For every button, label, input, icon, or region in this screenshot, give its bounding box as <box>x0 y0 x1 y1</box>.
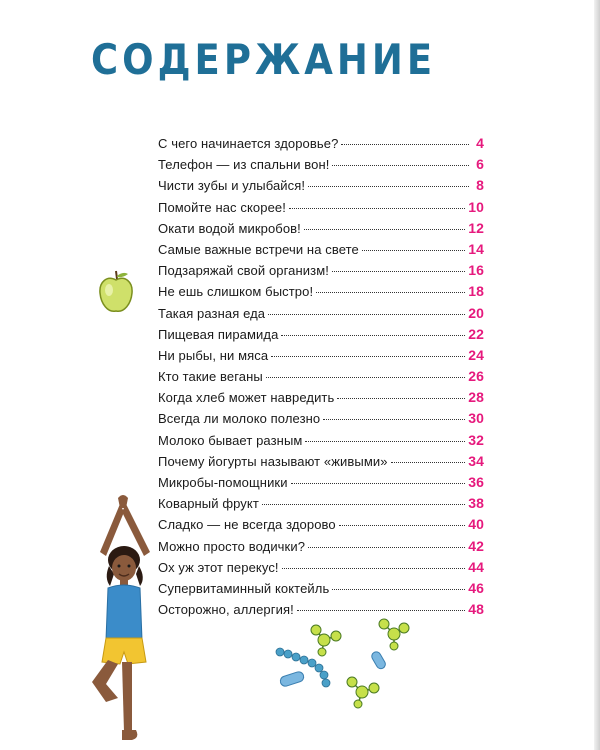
toc-entry[interactable] <box>158 305 484 326</box>
toc-page-number: 30 <box>468 410 484 427</box>
toc-entry[interactable] <box>158 538 484 559</box>
toc-entry-title: Осторожно, аллергия! <box>158 602 294 618</box>
toc-entry[interactable] <box>158 389 484 410</box>
apple-illustration <box>96 268 136 316</box>
leader-dots <box>316 292 465 293</box>
toc-entry[interactable] <box>158 453 484 474</box>
toc-page-number: 46 <box>468 579 484 596</box>
toc-page-number: 28 <box>468 389 484 406</box>
toc-entry-title: Почему йогурты называют «живыми» <box>158 453 388 469</box>
toc-entry[interactable] <box>158 432 484 453</box>
leader-dots <box>332 165 469 166</box>
toc-entry-title: Кто такие веганы <box>158 369 263 385</box>
toc-entry[interactable] <box>158 241 484 262</box>
toc-entry[interactable] <box>158 495 484 516</box>
toc-entry-title: Не ешь слишком быстро! <box>158 284 314 300</box>
leader-dots <box>337 398 465 399</box>
toc-entry-title: Когда хлеб может навредить <box>158 390 335 406</box>
leader-dots <box>341 144 469 145</box>
toc-page-number: 6 <box>476 156 484 173</box>
toc-entry[interactable] <box>158 177 484 198</box>
toc-entry[interactable] <box>158 580 484 601</box>
toc-page-number: 38 <box>468 495 484 512</box>
microbes-illustration <box>270 610 430 716</box>
toc-entry[interactable] <box>158 347 484 368</box>
leader-dots <box>308 547 465 548</box>
toc-page-number: 22 <box>468 325 484 342</box>
leader-dots <box>291 483 466 484</box>
toc-entry-title: Телефон — из спальни вон! <box>158 157 330 173</box>
leader-dots <box>305 441 465 442</box>
leader-dots <box>339 525 466 526</box>
toc-entry[interactable] <box>158 156 484 177</box>
leader-dots <box>262 504 465 505</box>
toc-entry[interactable] <box>158 559 484 580</box>
toc-entry[interactable] <box>158 410 484 431</box>
toc-entry[interactable] <box>158 199 484 220</box>
toc-page-number: 26 <box>468 368 484 385</box>
toc-entry-title: Молоко бывает разным <box>158 432 303 448</box>
yoga-girl-illustration <box>66 494 186 750</box>
toc-entry-title: Чисти зубы и улыбайся! <box>158 178 306 194</box>
toc-page-number: 34 <box>468 452 484 469</box>
toc-entry[interactable] <box>158 516 484 537</box>
leader-dots <box>281 335 465 336</box>
toc-entry-title: Пищевая пирамида <box>158 326 279 342</box>
page-title: СОДЕРЖАНИЕ <box>91 36 437 85</box>
leader-dots <box>268 314 465 315</box>
toc-entry-title: Ох уж этот перекус! <box>158 559 279 575</box>
toc-page-number: 12 <box>468 219 484 236</box>
leader-dots <box>304 229 465 230</box>
toc-page-number: 48 <box>468 601 484 618</box>
toc-page-number: 4 <box>476 135 484 151</box>
toc-page-number: 18 <box>468 283 484 300</box>
leader-dots <box>391 462 466 463</box>
toc-entry-title: Окати водой микробов! <box>158 220 301 236</box>
page-edge <box>594 0 600 750</box>
toc-entry-title: Такая разная еда <box>158 305 266 321</box>
toc-page-number: 32 <box>468 431 484 448</box>
leader-dots <box>332 589 465 590</box>
leader-dots <box>323 419 465 420</box>
leader-dots <box>271 356 465 357</box>
leader-dots <box>308 186 469 187</box>
toc-entry-title: С чего начинается здоровье? <box>158 136 339 151</box>
toc-entry-title: Можно просто водички? <box>158 538 306 554</box>
toc-entry-title: Подзаряжай свой организм! <box>158 263 329 279</box>
toc-page-number: 36 <box>468 474 484 490</box>
toc-entry-title: Супервитаминный коктейль <box>158 580 330 596</box>
toc-entry-title: Помойте нас скорее! <box>158 199 286 215</box>
toc-entry-title: Самые важные встречи на свете <box>158 241 359 257</box>
toc-entry-title: Коварный фрукт <box>158 496 259 512</box>
toc-page-number: 40 <box>468 516 484 533</box>
toc-entry[interactable] <box>158 283 484 304</box>
toc-page-number: 20 <box>468 304 484 321</box>
leader-dots <box>332 271 465 272</box>
toc-page-number: 42 <box>468 537 484 554</box>
toc-entry-title: Всегда ли молоко полезно <box>158 411 321 427</box>
toc-entry-title: Микробы-помощники <box>158 475 288 490</box>
table-of-contents <box>158 135 484 622</box>
toc-page-number: 10 <box>468 198 484 215</box>
toc-page-number: 24 <box>468 346 484 363</box>
toc-entry[interactable] <box>158 474 484 495</box>
toc-entry[interactable] <box>158 135 484 156</box>
leader-dots <box>266 377 465 378</box>
toc-entry-title: Сладко — не всегда здорово <box>158 517 336 533</box>
toc-page-number: 44 <box>468 558 484 575</box>
toc-entry-title: Ни рыбы, ни мяса <box>158 347 269 363</box>
toc-page-number: 16 <box>468 262 484 279</box>
leader-dots <box>362 250 465 251</box>
toc-entry[interactable] <box>158 220 484 241</box>
toc-page-number: 14 <box>468 240 484 257</box>
leader-dots <box>289 208 465 209</box>
leader-dots <box>282 568 466 569</box>
toc-entry[interactable] <box>158 326 484 347</box>
toc-entry[interactable] <box>158 262 484 283</box>
toc-entry[interactable] <box>158 368 484 389</box>
toc-page-number: 8 <box>476 177 484 194</box>
